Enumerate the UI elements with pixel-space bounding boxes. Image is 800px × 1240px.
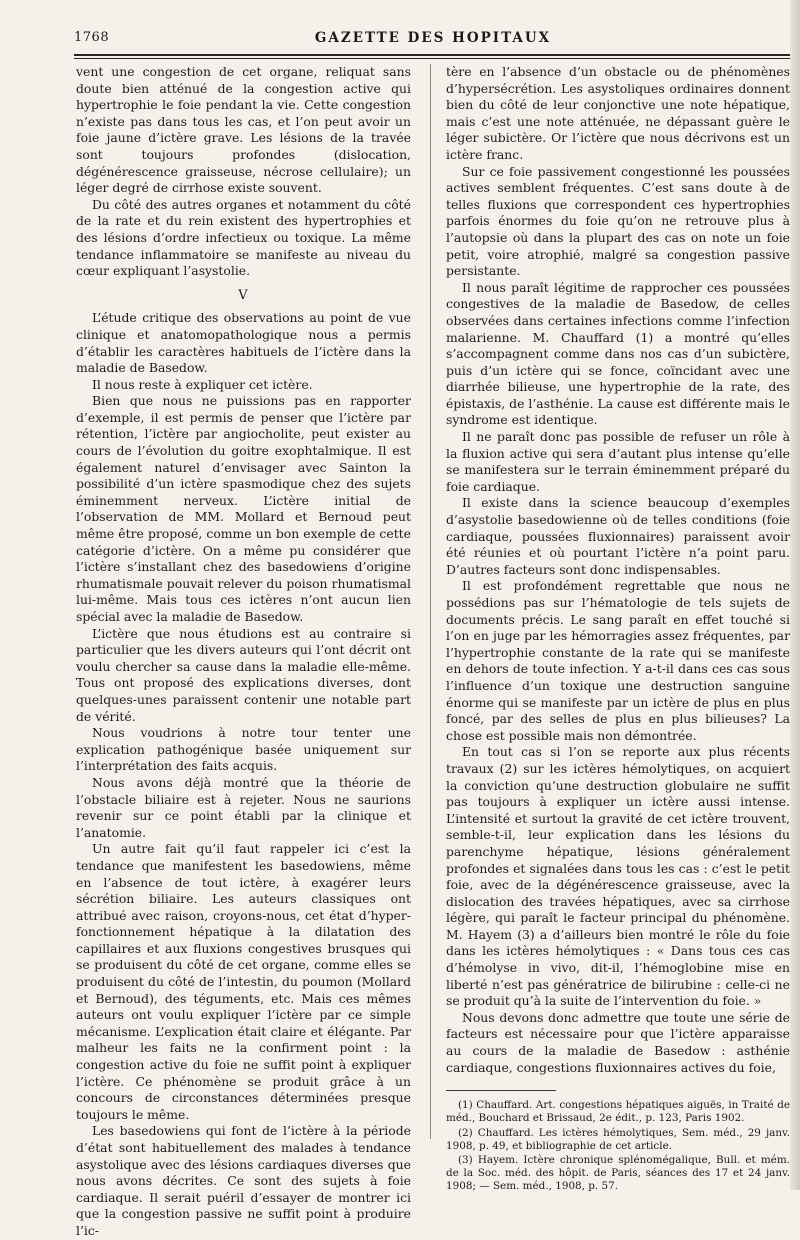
paragraph: Il est profondément regrettable que nous ne possédions pas sur l’hématologie de tels sujets de documents précis. Le sang paraît en effet touché si l’on en juge par les hémorragies assez fréquentes, par l’hypertrophie constante de la rate qui se manifeste en dehors de toute infection. Y a-t-il dans ces cas sous l’influence d’un toxique une destruction sanguine énorme qui se manifeste par un ictère de plus en plus foncé, par des selles de plus en plus bilieuses? La chose est possible mais non démontrée. [446,578,790,743]
paragraph: L’étude critique des observations au point de vue clinique et anatomopathologique nous a permis d’établir les caractères habituels de l’ictère dans la maladie de Basedow. [76,310,411,376]
right-column [446,64,790,1195]
paragraph: Bien que nous ne puissions pas en rapporter d’exemple, il est permis de penser que l’ictère par rétention, l’ictère par angiocholite, peut exister au cours de l’évolution du goitre exophtalmique. Il est également naturel d’envisager avec Sainton la possibilité d’un ictère spasmodique chez des sujets éminemment nerveux. L’ictère initial de l’observation de MM. Mollard et Bernoud peut même être proposé, comme un bon exemple de cette catégorie d’ictère. On a même pu considérer que l’ictère s’installant chez des basedowiens d’origine rhumatismale pouvait relever du poison rhumatismal lui-même. Mais tous ces ictères n’ont aucun lien spécial avec la maladie de Basedow. [76,393,411,624]
paragraph: Nous devons donc admettre que toute une série de facteurs est nécessaire pour que l’ictère apparaisse au cours de la maladie de Basedow : asthénie cardiaque, congestions fluxionnaires actives du foie, [446,1009,790,1075]
paragraph: L’ictère que nous étudions est au contraire si particulier que les divers auteurs qui l’ont décrit ont voulu chercher sa cause dans la maladie elle-même. Tous ont proposé des explications diverses, dont quelques-unes paraissent contenir une notable part de vérité. [76,625,411,724]
footnote: (2) Chauffard. Les ictères hémolytiques, Sem. méd., 29 janv. 1908, p. 49, et bibliographie de cet article. [446,1126,790,1152]
paragraph: Sur ce foie passivement congestionné les poussées actives semblent fréquentes. C’est sans doute à de telles fluxions que correspondent ces hypertrophies parfois énormes du foie qu’on ne retrouve plus à l’autopsie où dans la plupart des cas on note un foie petit, voire atrophié, malgré sa congestion passive persistante. [446,163,790,279]
header-rule-thin [74,58,792,59]
journal-title: GAZETTE DES HOPITAUX [314,30,552,46]
footnote: (1) Chauffard. Art. congestions hépatiques aiguës, in Traité de méd., Bouchard et Brissaud, 2e édit., p. 123, Paris 1902. [446,1099,790,1125]
paragraph: Du côté des autres organes et notamment du côté de la rate et du rein existent des hypertrophies et des lésions d’ordre infectieux ou toxique. La même tendance inflammatoire se manifeste au niveau du cœur expliquant l’asystolie. [76,196,411,279]
paragraph: Il ne paraît donc pas possible de refuser un rôle à la fluxion active qui sera d’autant plus intense qu’elle se manifestera sur le terrain éminemment préparé du foie cardiaque. [446,429,790,494]
section-heading: V [238,287,249,303]
page-header [74,28,792,52]
paragraph: Il existe dans la science beaucoup d’exemples d’asystolie basedowienne où de telles conditions (foie cardiaque, poussées fluxionnaires) paraissent avoir été réunies et où pourtant l’ictère n’a point paru. D’autres facteurs sont donc indispensables. [446,495,790,577]
paragraph: Les basedowiens qui font de l’ictère à la période d’état sont habituellement des malades à tendance asystolique avec des lésions cardiaques diverses que nous avons décrites. Ce sont des sujets à foie cardiaque. Il serait puéril d’essayer de montrer ici que la congestion passive ne suffit point à produire l’ic- [76,1123,411,1238]
paragraph: tère en l’absence d’un obstacle ou de phénomènes d’hypersécrétion. Les asystoliques ordinaires donnent bien du côté de leur conjonctive une note hépatique, mais c’est une note atténuée, ne dépassant guère le léger subictère. Or l’ictère que nous décrivons est un ictère franc. [446,64,790,162]
page-edge [790,0,800,1190]
paragraph: En tout cas si l’on se reporte aux plus récents travaux (2) sur les ictères hémolytiques, on acquiert la conviction qu’une destruction globulaire ne suffit pas toujours à expliquer un ictère aussi intense. L’intensité et surtout la gravité de cet ictère trouvent, semble-t-il, leur explication dans les lésions du parenchyme hépatique, lésions généralement profondes et signalées dans tous les cas : c’est le petit foie, avec de la dégénérescence graisseuse, avec la dislocation des travées hépatiques, avec sa cirrhose légère, qui paraît le facteur principal du phénomène. M. Hayem (3) a d’ailleurs bien montré le rôle du foie dans les ictères hémolytiques : « Dans tous ces cas d’hémolyse in vivo, dit-il, l’hémoglobine mise en liberté n’est pas génératrice de bilirubine : celle-ci ne se produit qu’à la suite de l’intervention du foie. » [446,744,790,1009]
footnote-rule [446,1090,556,1091]
paragraph: Nous voudrions à notre tour tenter une explication pathogénique basée uniquement sur l’interprétation des faits acquis. [76,725,411,774]
paragraph: Il nous paraît légitime de rapprocher ces poussées congestives de la maladie de Basedow, de celles observées dans certaines infections comme l’infection malarienne. M. Chauffard (1) a montré qu’elles s’accompagnent comme dans nos cas d’un subictère, puis d’un ictère qui se fonce, coïncidant avec une diarrhée bilieuse, une hypertrophie de la rate, des épistaxis, de l’asthénie. La cause est différente mais le syndrome est identique. [446,279,790,428]
header-rule [74,54,792,56]
page-number: 1768 [74,30,110,45]
footnote: (3) Hayem. Ictère chronique splénomégalique, Bull. et mém. de la Soc. méd. des hôpit. de Paris, séances des 17 et 24 janv. 1908; — Sem. méd., 1908, p. 57. [446,1154,790,1193]
paragraph: Nous avons déjà montré que la théorie de l’obstacle biliaire est à rejeter. Nous ne saurions revenir sur ce point établi par la clinique et l’anatomie. [76,774,411,840]
column-divider [430,64,431,1139]
paragraph: vent une congestion de cet organe, reliquat sans doute bien atténué de la congestion active qui hypertrophie le foie pendant la vie. Cette congestion n’existe pas dans tous les cas, et l’on peut avoir un foie jaune d’ictère grave. Les lésions de la travée sont toujours profondes (dislocation, dégénérescence graisseuse, nécrose cellulaire); un léger degré de cirrhose existe souvent. [76,64,411,196]
paragraph: Il nous reste à expliquer cet ictère. [92,376,313,392]
left-column [76,64,411,1240]
footnotes [446,1099,790,1193]
paragraph: Un autre fait qu’il faut rappeler ici c’est la tendance que manifestent les basedowiens, même en l’absence de tout ictère, à exagérer leurs sécrétion biliaire. Les auteurs classiques ont attribué avec raison, croyons-nous, cet état d’hyper-fonctionnement hépatique à la dilatation des capillaires et aux fluxions congestives brusques qui se produisent du côté de cet organe, comme elles se produisent du côté de l’intestin, du poumon (Mollard et Bernoud), des téguments, etc. Mais ces mêmes auteurs ont voulu expliquer l’ictère par ce simple mécanisme. L’explication était claire et élégante. Par malheur les faits ne la confirment point : la congestion active du foie ne suffit point à expliquer l’ictère. Ce phénomène se produit grâce à un concours de circonstances déterminées presque toujours le même. [76,841,411,1122]
